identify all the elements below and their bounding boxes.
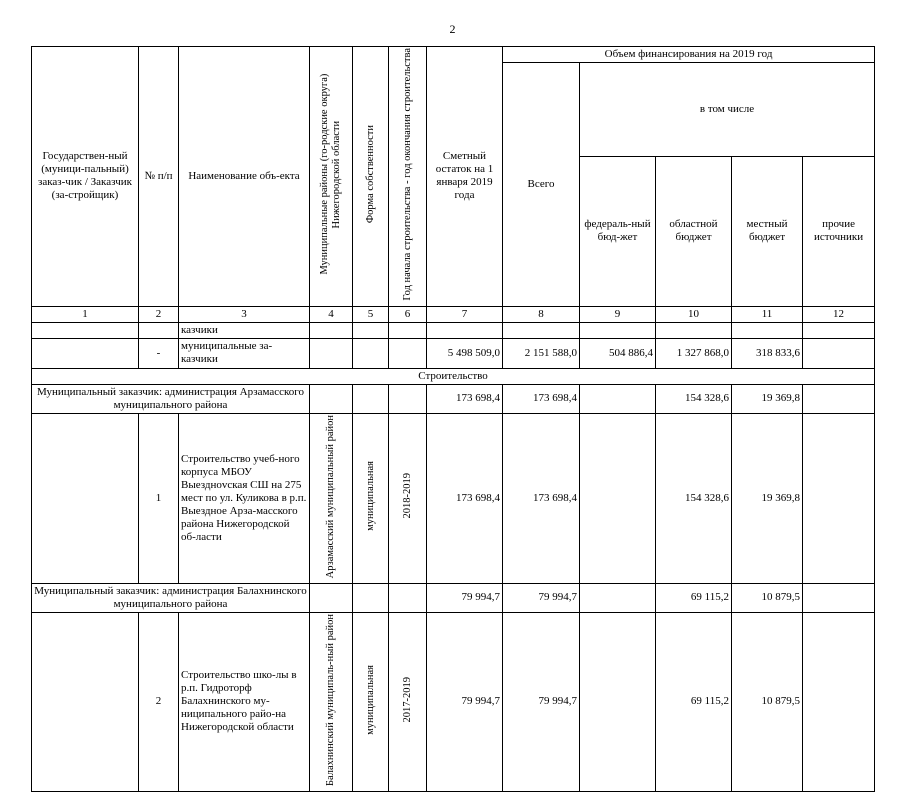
- col-number: 1: [32, 306, 139, 322]
- header-including: в том числе: [580, 63, 875, 157]
- customer-label: Муниципальный заказчик: администрация Арзамасского муниципального района: [32, 384, 310, 413]
- district: Арзамасский муниципальный район: [325, 414, 336, 578]
- customer-label: Муниципальный заказчик: администрация Балахнинского муниципального района: [32, 583, 310, 612]
- local-value: 10 879,5: [732, 583, 803, 612]
- row-num: 1: [139, 413, 179, 583]
- ownership: муниципальная: [364, 664, 376, 735]
- federal-value: 504 886,4: [580, 338, 656, 368]
- header-local: местный бюджет: [732, 156, 803, 306]
- header-districts: Муниципальные районы (го-родские округа) Нижегородской области: [319, 73, 342, 275]
- regional-value: 69 115,2: [656, 583, 732, 612]
- total-value: 173 698,4: [503, 413, 580, 583]
- header-other: прочие источники: [803, 156, 875, 306]
- col-number: 8: [503, 306, 580, 322]
- row-name: казчики: [179, 322, 310, 338]
- col-number: 2: [139, 306, 179, 322]
- col-number: 10: [656, 306, 732, 322]
- row-name: муниципальные за-казчики: [179, 338, 310, 368]
- total-value: 79 994,7: [503, 612, 580, 791]
- col-number: 3: [179, 306, 310, 322]
- col-number: 5: [353, 306, 389, 322]
- header-customer: Государствен-ный (муници-пальный) заказ-чик / Заказчик (за-стройщик): [32, 47, 139, 307]
- years: 2017-2019: [401, 677, 413, 723]
- page-number: 2: [449, 22, 456, 36]
- balance-value: 79 994,7: [427, 583, 503, 612]
- local-value: 318 833,6: [732, 338, 803, 368]
- balance-value: 173 698,4: [427, 413, 503, 583]
- ownership: муниципальная: [364, 461, 376, 532]
- col-number: 9: [580, 306, 656, 322]
- col-number: 7: [427, 306, 503, 322]
- local-value: 19 369,8: [732, 384, 803, 413]
- total-value: 79 994,7: [503, 583, 580, 612]
- financing-table: [31, 46, 875, 792]
- years: 2018-2019: [401, 473, 413, 519]
- header-object-name: Наименование объ-екта: [179, 47, 310, 307]
- header-years: Год начала строительства - год окончания строительства: [401, 48, 413, 301]
- header-ownership: Форма собственности: [364, 125, 376, 224]
- balance-value: 173 698,4: [427, 384, 503, 413]
- regional-value: 154 328,6: [656, 384, 732, 413]
- local-value: 19 369,8: [732, 413, 803, 583]
- regional-value: 69 115,2: [656, 612, 732, 791]
- header-balance: Сметный остаток на 1 января 2019 года: [427, 47, 503, 307]
- header-federal: федераль-ный бюд-жет: [580, 156, 656, 306]
- header-financing: Объем финансирования на 2019 год: [503, 47, 875, 63]
- local-value: 10 879,5: [732, 612, 803, 791]
- total-value: 173 698,4: [503, 384, 580, 413]
- col-number: 4: [310, 306, 353, 322]
- row-num: -: [139, 338, 179, 368]
- object-name: Строительство шко-лы в р.п. Гидроторф Балахнинского му-ниципального райо-на Нижегородской области: [179, 612, 310, 791]
- col-number: 12: [803, 306, 875, 322]
- regional-value: 154 328,6: [656, 413, 732, 583]
- regional-value: 1 327 868,0: [656, 338, 732, 368]
- col-number: 11: [732, 306, 803, 322]
- total-value: 2 151 588,0: [503, 338, 580, 368]
- col-number: 6: [389, 306, 427, 322]
- header-total: Всего: [503, 63, 580, 307]
- balance-value: 79 994,7: [427, 612, 503, 791]
- header-num: № п/п: [139, 47, 179, 307]
- district: Балахнинский муниципаль-ный район: [325, 613, 336, 786]
- section-title: Строительство: [32, 368, 875, 384]
- balance-value: 5 498 509,0: [427, 338, 503, 368]
- header-regional: областной бюджет: [656, 156, 732, 306]
- row-num: 2: [139, 612, 179, 791]
- object-name: Строительство учеб-ного корпуса МБОУ Выезднovская СШ на 275 мест по ул. Куликова в р.п. Выездное Арза-масского района Нижегородской об-ласти: [179, 413, 310, 583]
